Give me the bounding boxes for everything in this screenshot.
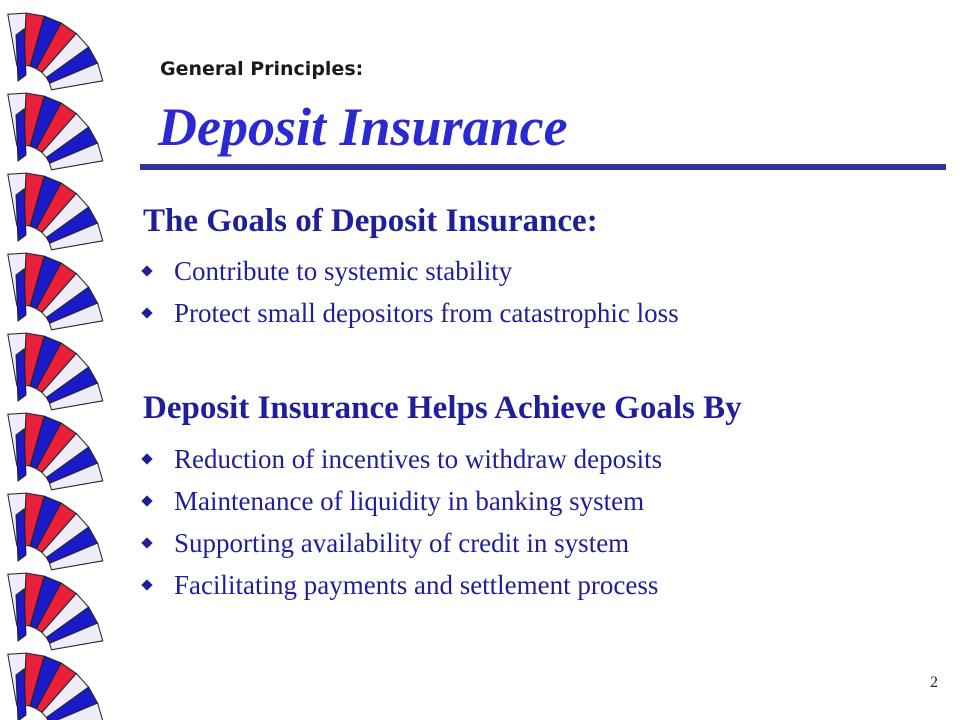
list-item bbox=[140, 522, 662, 564]
fan-blade bbox=[16, 429, 26, 481]
title-underline bbox=[140, 164, 946, 170]
fan-motif bbox=[8, 413, 103, 490]
diamond-bullet-icon bbox=[141, 307, 152, 318]
diamond-bullet-icon bbox=[141, 495, 152, 506]
fan-motif bbox=[8, 333, 103, 410]
fan-motif bbox=[8, 493, 103, 570]
fan-blade bbox=[16, 189, 26, 241]
bullet-text: Protect small depositors from catastrophic loss bbox=[174, 298, 679, 328]
fan-motif bbox=[8, 573, 103, 650]
decorative-fan-border bbox=[0, 0, 110, 720]
fan-motif bbox=[8, 253, 103, 330]
fan-blade bbox=[16, 109, 26, 161]
helps-bullet-list bbox=[140, 438, 662, 606]
bullet-text: Facilitating payments and settlement process bbox=[174, 570, 659, 600]
fan-blade bbox=[16, 349, 26, 401]
section-heading-helps: Deposit Insurance Helps Achieve Goals By bbox=[143, 390, 742, 426]
list-item bbox=[140, 438, 662, 480]
bullet-text: Reduction of incentives to withdraw deposits bbox=[174, 444, 663, 474]
slide-subtitle: General Principles: bbox=[160, 58, 364, 80]
list-item bbox=[140, 480, 662, 522]
fan-blade bbox=[16, 269, 26, 321]
fan-motif bbox=[8, 653, 103, 720]
diamond-bullet-icon bbox=[141, 537, 152, 548]
bullet-text: Supporting availability of credit in system bbox=[174, 528, 630, 558]
fan-motif bbox=[8, 173, 103, 250]
diamond-bullet-icon bbox=[141, 453, 152, 464]
section-heading-goals: The Goals of Deposit Insurance: bbox=[143, 203, 598, 239]
bullet-text: Contribute to systemic stability bbox=[174, 256, 513, 286]
fan-motif bbox=[8, 93, 103, 170]
slide-title: Deposit Insurance bbox=[158, 97, 568, 157]
list-item bbox=[140, 250, 679, 292]
bullet-text: Maintenance of liquidity in banking system bbox=[174, 486, 645, 516]
fan-motif bbox=[8, 13, 103, 90]
goals-bullet-list bbox=[140, 250, 679, 334]
fan-blade bbox=[16, 589, 26, 641]
list-item bbox=[140, 564, 662, 606]
fan-blade bbox=[16, 29, 26, 81]
fan-blade bbox=[16, 669, 26, 720]
list-item bbox=[140, 292, 679, 334]
page-number: 2 bbox=[930, 674, 938, 691]
diamond-bullet-icon bbox=[141, 579, 152, 590]
diamond-bullet-icon bbox=[141, 265, 152, 276]
fan-blade bbox=[16, 509, 26, 561]
